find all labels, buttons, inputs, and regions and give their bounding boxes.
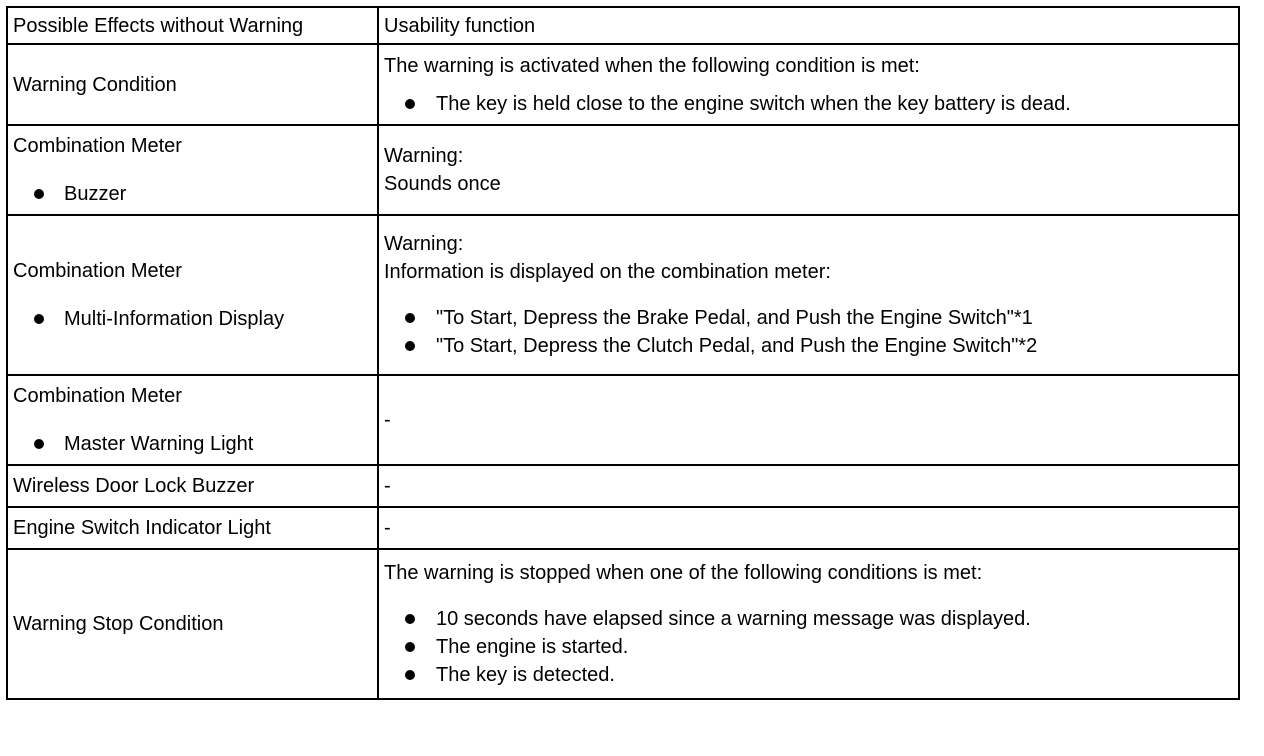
row-label: Warning Condition <box>7 44 378 125</box>
bullet-dot-icon <box>405 670 415 680</box>
row-label: Warning Stop Condition <box>7 549 378 699</box>
row-value-line: Warning: <box>384 145 464 167</box>
header-cell-effects: Possible Effects without Warning <box>7 7 378 44</box>
bullet-dot-icon <box>405 341 415 351</box>
row-label: Wireless Door Lock Buzzer <box>7 465 378 507</box>
usability-function-table <box>6 6 1240 700</box>
table-row-engine-switch-indicator-light <box>7 507 1239 549</box>
bullet-dot-icon <box>34 439 44 449</box>
bullet-dot-icon <box>405 99 415 109</box>
row-value <box>378 549 1239 699</box>
table-row-master-warning-light <box>7 375 1239 465</box>
bullet-dot-icon <box>405 313 415 323</box>
row-value-line: Information is displayed on the combination meter: <box>384 261 831 283</box>
row-label <box>7 125 378 215</box>
row-value: - <box>378 507 1239 549</box>
row-label-title: Combination Meter <box>13 135 182 157</box>
list-item: "To Start, Depress the Clutch Pedal, and Push the Engine Switch"*2 <box>384 332 1233 360</box>
table-row-warning-condition <box>7 44 1239 125</box>
header-cell-usability: Usability function <box>378 7 1239 44</box>
table-row-warning-stop-condition <box>7 549 1239 699</box>
table-row-buzzer <box>7 125 1239 215</box>
table-row-wireless-door-lock-buzzer <box>7 465 1239 507</box>
row-label <box>7 375 378 465</box>
bullet-dot-icon <box>405 614 415 624</box>
row-value <box>378 215 1239 375</box>
table-header-row <box>7 7 1239 44</box>
row-value: - <box>378 375 1239 465</box>
bullet-list <box>384 605 1233 689</box>
row-value <box>378 125 1239 215</box>
list-item: Multi-Information Display <box>13 305 372 333</box>
label-bullet-list <box>13 180 372 208</box>
list-item: Master Warning Light <box>13 430 372 458</box>
bullet-dot-icon <box>405 642 415 652</box>
list-item: The key is detected. <box>384 661 1233 689</box>
list-item: The key is held close to the engine switch when the key battery is dead. <box>384 90 1233 118</box>
list-item: "To Start, Depress the Brake Pedal, and Push the Engine Switch"*1 <box>384 304 1233 332</box>
list-item: Buzzer <box>13 180 372 208</box>
row-value-line: Warning: <box>384 233 464 255</box>
row-value <box>378 44 1239 125</box>
label-bullet-list <box>13 430 372 458</box>
row-label: Engine Switch Indicator Light <box>7 507 378 549</box>
table-row-multi-information-display <box>7 215 1239 375</box>
bullet-dot-icon <box>34 189 44 199</box>
row-value-line: Sounds once <box>384 173 501 195</box>
label-bullet-list <box>13 305 372 333</box>
bullet-dot-icon <box>34 314 44 324</box>
bullet-list <box>384 90 1233 118</box>
row-intro-text: The warning is activated when the following condition is met: <box>384 54 920 77</box>
row-label-title: Combination Meter <box>13 385 182 407</box>
row-intro-text: The warning is stopped when one of the following conditions is met: <box>384 562 983 584</box>
row-label <box>7 215 378 375</box>
row-value: - <box>378 465 1239 507</box>
list-item: 10 seconds have elapsed since a warning message was displayed. <box>384 605 1233 633</box>
list-item: The engine is started. <box>384 633 1233 661</box>
row-label-title: Combination Meter <box>13 260 182 282</box>
bullet-list <box>384 304 1233 360</box>
